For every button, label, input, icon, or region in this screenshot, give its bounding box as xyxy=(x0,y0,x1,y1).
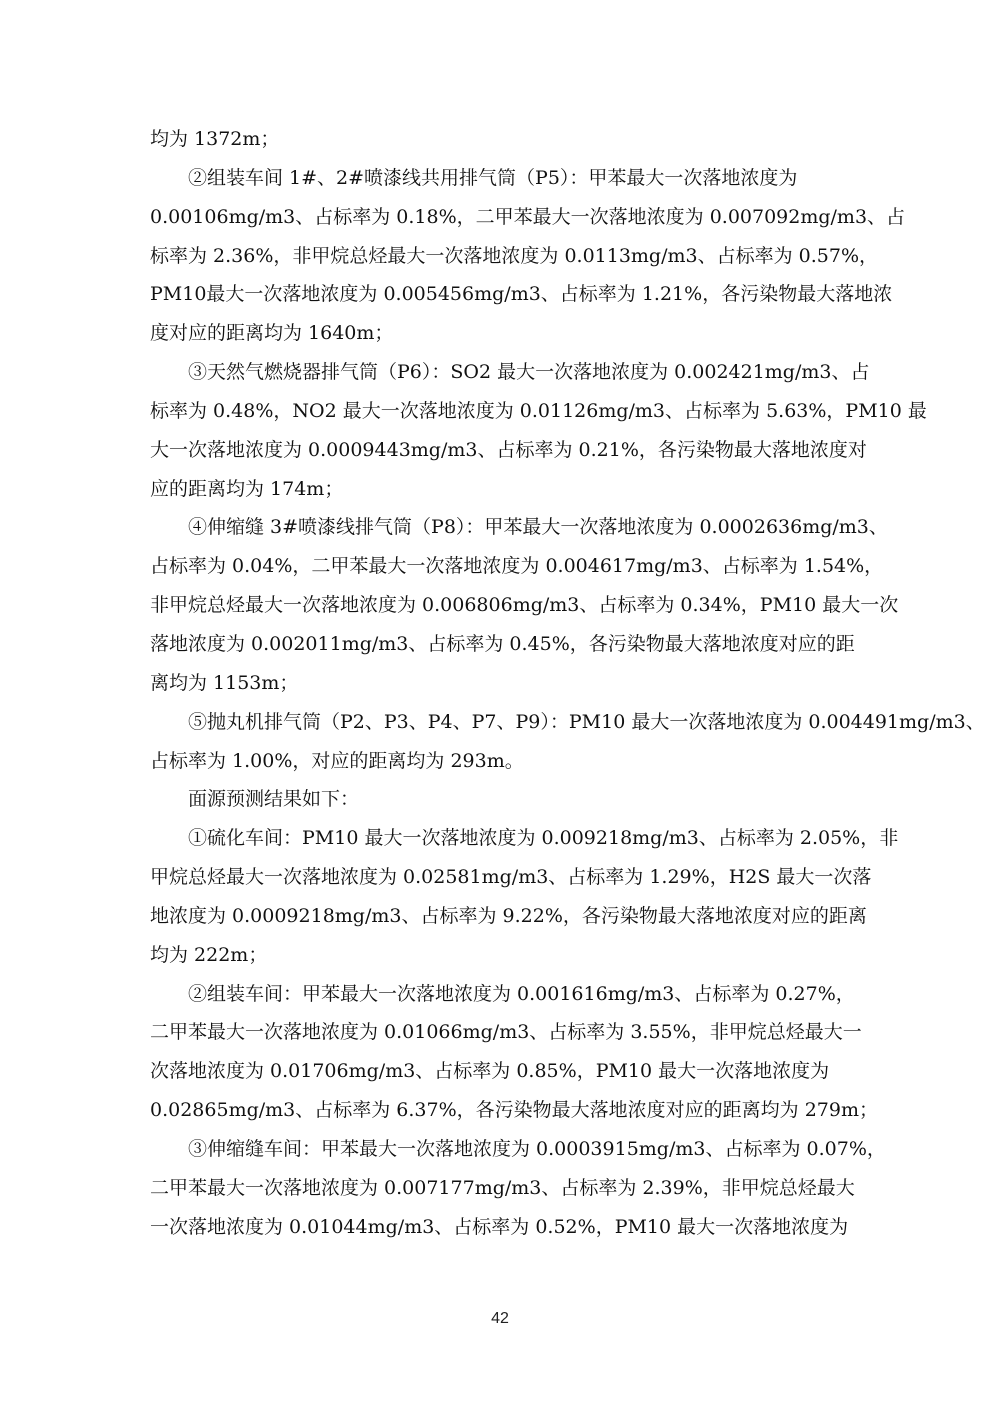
text-line: 落地浓度为 0.002011mg/m3、占标率为 0.45%，各污染物最大落地浓度对应的距 xyxy=(150,632,855,655)
text-line: 占标率为 0.04%，二甲苯最大一次落地浓度为 0.004617mg/m3、占标率为 1.54%， xyxy=(150,555,884,578)
text-line: ②组装车间：甲苯最大一次落地浓度为 0.001616mg/m3、占标率为 0.27%， xyxy=(188,982,855,1005)
text-line: 标率为 0.48%，NO2 最大一次落地浓度为 0.01126mg/m3、占标率为 5.63%，PM10 最 xyxy=(150,399,927,422)
text-line: 离均为 1153m； xyxy=(150,671,299,694)
text-line: 0.02865mg/m3、占标率为 6.37%，各污染物最大落地浓度对应的距离均为 279m； xyxy=(150,1099,878,1122)
page-number: 42 xyxy=(491,1310,509,1327)
text-line: 占标率为 1.00%，对应的距离均为 293m。 xyxy=(150,749,524,772)
text-line: 二甲苯最大一次落地浓度为 0.007177mg/m3、占标率为 2.39%，非甲烷总烃最大 xyxy=(150,1176,855,1199)
text-line: 面源预测结果如下： xyxy=(188,788,360,811)
text-line: ④伸缩缝 3#喷漆线排气筒（P8）：甲苯最大一次落地浓度为 0.0002636mg/m3、 xyxy=(188,516,888,539)
text-line: PM10最大一次落地浓度为 0.005456mg/m3、占标率为 1.21%，各污染物最大落地浓 xyxy=(150,283,893,306)
text-line: ③伸缩缝车间：甲苯最大一次落地浓度为 0.0003915mg/m3、占标率为 0.07%， xyxy=(188,1137,886,1160)
text-line: 非甲烷总烃最大一次落地浓度为 0.006806mg/m3、占标率为 0.34%，PM10 最大一次 xyxy=(150,594,899,617)
text-line: ⑤抛丸机排气筒（P2、P3、P4、P7、P9）：PM10 最大一次落地浓度为 0.004491mg/m3、 xyxy=(188,710,985,733)
text-line: 地浓度为 0.0009218mg/m3、占标率为 9.22%，各污染物最大落地浓度对应的距离 xyxy=(150,904,867,927)
text-line: 0.00106mg/m3、占标率为 0.18%，二甲苯最大一次落地浓度为 0.007092mg/m3、占 xyxy=(150,205,906,228)
text-line: ③天然气燃烧器排气筒（P6）：SO2 最大一次落地浓度为 0.002421mg/m3、占 xyxy=(188,361,870,384)
text-line: ①硫化车间：PM10 最大一次落地浓度为 0.009218mg/m3、占标率为 2.05%，非 xyxy=(188,827,899,850)
text-line: 大一次落地浓度为 0.0009443mg/m3、占标率为 0.21%，各污染物最大落地浓度对 xyxy=(150,438,867,461)
page-body xyxy=(150,124,985,1250)
text-line: 二甲苯最大一次落地浓度为 0.01066mg/m3、占标率为 3.55%，非甲烷总烃最大一 xyxy=(150,1021,862,1044)
text-line: 甲烷总烃最大一次落地浓度为 0.02581mg/m3、占标率为 1.29%，H2S 最大一次落 xyxy=(150,866,872,889)
text-line: 标率为 2.36%，非甲烷总烃最大一次落地浓度为 0.0113mg/m3、占标率为 0.57%， xyxy=(150,244,879,267)
text-line: 度对应的距离均为 1640m； xyxy=(150,322,394,345)
text-line: 应的距离均为 174m； xyxy=(150,477,344,500)
text-line: 次落地浓度为 0.01706mg/m3、占标率为 0.85%，PM10 最大一次落地浓度为 xyxy=(150,1060,830,1083)
text-line: 均为 222m； xyxy=(150,943,268,966)
text-line: 均为 1372m； xyxy=(150,128,280,150)
text-line: 一次落地浓度为 0.01044mg/m3、占标率为 0.52%，PM10 最大一次落地浓度为 xyxy=(150,1215,849,1238)
text-line: ②组装车间 1#、2#喷漆线共用排气筒（P5）：甲苯最大一次落地浓度为 xyxy=(188,166,798,189)
